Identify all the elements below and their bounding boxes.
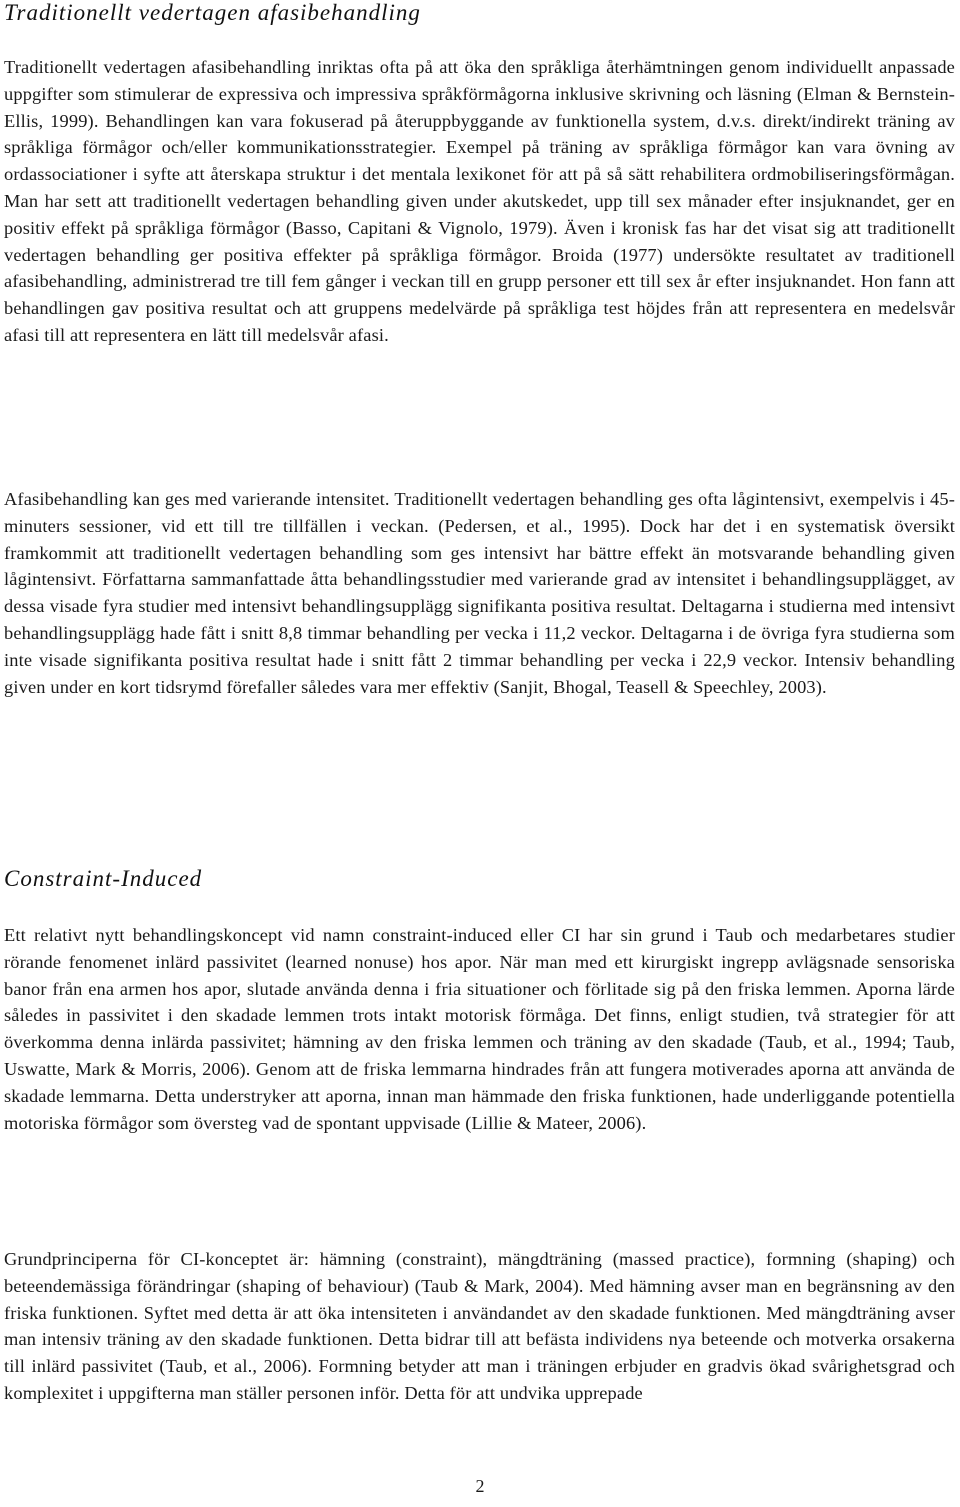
document-page bbox=[4, 0, 955, 1507]
paragraph-ci-1: Ett relativt nytt behandlingskoncept vid namn constraint-induced eller CI har sin grund i Taub och medarbetares studier rörande fenomenet inlärd passivitet (learned nonuse) hos apor. När man med ett kirurgiskt ingrepp avlägsnade sensoriska banor från ena armen hos apor, slutade använda denna i fria situationer och förlitade sig på den friska lemmen. Aporna lärde således in passivitet i den skadade lemmen trots intakt motorisk förmåga. Det finns, enligt studien, två strategier för att överkomma denna inlärda passivitet; hämning av den friska lemmen och träning av den skadade (Taub, et al., 1994; Taub, Uswatte, Mark & Morris, 2006). Genom att de friska lemmarna hindrades från att fungera motiverades aporna att använda de skadade lemmarna. Detta understryker att aporna, innan man hämmade den friska funktionen, hade underliggande potentiella motoriska förmågor som översteg vad de spontant uppvisade (Lillie & Mateer, 2006). bbox=[4, 925, 955, 1133]
paragraph-ci-2: Grundprinciperna för CI-konceptet är: hämning (constraint), mängdträning (massed practice), formning (shaping) och beteendemässiga förändringar (shaping of behaviour) (Taub & Mark, 2004). Med hämning avser man en begränsning av den friska funktionen. Syftet med detta är att öka intensiteten i användandet av den skadade funktionen. Med mängdträning avser man intensiv träning av den skadade funktionen. Detta bidrar till att befästa individens nya beteende och motverka orsakerna till inlärd passivitet (Taub, et al., 2006). Formning betyder att man i träningen erbjuder en gradvis ökad svårighetsgrad och komplexitet i uppgifterna man ställer personen inför. Detta för att undvika upprepade bbox=[4, 1249, 955, 1403]
page-number: 2 bbox=[475, 1476, 485, 1496]
paragraph-traditional-1: Traditionellt vedertagen afasibehandling inriktas ofta på att öka den språkliga återhämtningen genom individuellt anpassade uppgifter som stimulerar de expressiva och impressiva språkförmågorna inklusive skrivning och läsning (Elman & Bernstein-Ellis, 1999). Behandlingen kan vara fokuserad på återuppbyggande av funktionella system, d.v.s. direkt/indirekt träning av språkliga förmågor och/eller kommunikationsstrategier. Exempel på träning av språkliga förmågor kan vara övning av ordassociationer i syfte att återskapa struktur i det mentala lexikonet för att på så sätt rehabilitera ordmobiliseringsförmågan. Man har sett att traditionellt vedertagen behandling given under akutskedet, upp till sex månader efter insjuknandet, ger en positiv effekt på språkliga förmågor (Basso, Capitani & Vignolo, 1979). Även i kronisk fas har det visat sig att traditionellt vedertagen behandling ger positiva effekter på språkliga förmågor. Broida (1977) undersökte resultatet av traditionell afasibehandling, administrerad tre till fem gånger i veckan till en grupp personer ett till sex år efter insjuknandet. Hon fann att behandlingen gav positiva resultat och att gruppens medelvärde på språkliga test höjdes från att representera en medelsvår afasi till att representera en lätt till medelsvår afasi. bbox=[4, 57, 955, 345]
paragraph-traditional-2: Afasibehandling kan ges med varierande intensitet. Traditionellt vedertagen behandling ges ofta lågintensivt, exempelvis i 45-minuters sessioner, vid ett till tre tillfällen i veckan. (Pedersen, et al., 1995). Dock har det i en systematisk översikt framkommit att traditionellt vedertagen behandling som ges intensivt har bättre effekt än motsvarande behandling given lågintensivt. Författarna sammanfattade åtta behandlingsstudier med varierande grad av intensitet i behandlingsupplägget, av dessa visade fyra studier med intensivt behandlingsupplägg signifikanta positiva resultat. Deltagarna i studierna med intensivt behandlingsupplägg hade fått i snitt 8,8 timmar behandling per vecka i 11,2 veckor. Deltagarna i de övriga fyra studierna som inte visade signifikanta positiva resultat hade i snitt fått 2 timmar behandling per vecka i 22,9 veckor. Intensiv behandling given under en kort tidsrymd förefaller således vara mer effektiv (Sanjit, Bhogal, Teasell & Speechley, 2003). bbox=[4, 489, 955, 697]
section-heading-traditional: Traditionellt vedertagen afasibehandling bbox=[4, 0, 421, 25]
section-heading-constraint-induced: Constraint-Induced bbox=[4, 866, 203, 891]
